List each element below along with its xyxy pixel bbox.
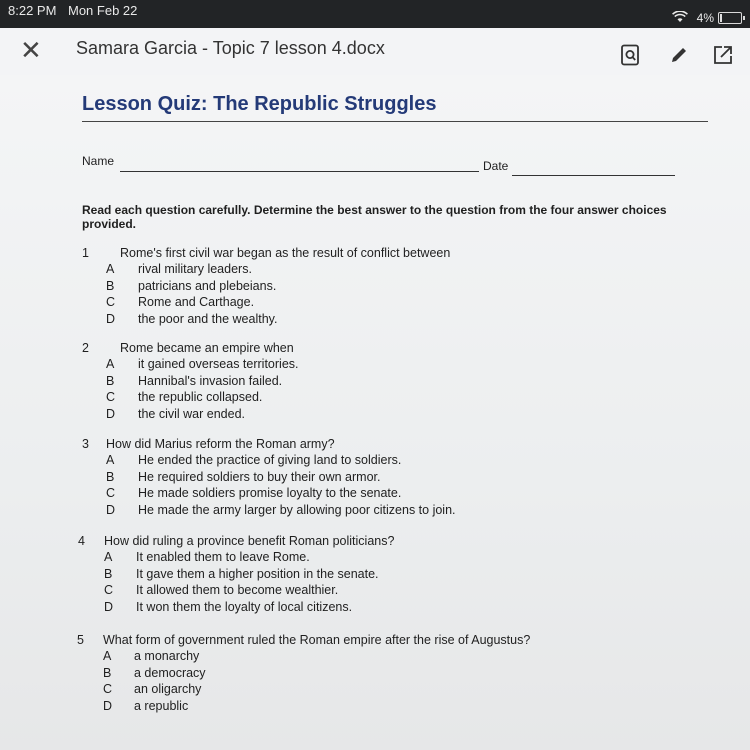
- status-time: 8:22 PM: [8, 3, 57, 18]
- wifi-icon: [672, 11, 688, 26]
- option-text: a democracy: [134, 665, 206, 680]
- answer-option: [106, 485, 401, 501]
- option-letter: D: [103, 698, 113, 713]
- question-number: 1: [82, 246, 89, 260]
- search-document-icon[interactable]: [620, 44, 642, 66]
- question-number: 4: [78, 534, 85, 548]
- question-text: How did Marius reform the Roman army?: [106, 437, 335, 451]
- question-text: How did ruling a province benefit Roman politicians?: [104, 534, 395, 548]
- option-letter: C: [106, 295, 116, 309]
- document-page: [0, 75, 750, 750]
- answer-option: [104, 549, 310, 565]
- answer-option: [106, 406, 245, 422]
- option-letter: B: [106, 373, 115, 388]
- option-text: Rome and Carthage.: [138, 295, 255, 309]
- date-label: Date: [483, 159, 509, 173]
- battery-percent: 4%: [696, 11, 714, 25]
- option-text: He ended the practice of giving land to soldiers.: [138, 453, 402, 467]
- option-letter: A: [103, 649, 112, 663]
- question-number: 2: [82, 341, 89, 355]
- option-letter: D: [106, 502, 116, 517]
- answer-option: [103, 665, 206, 681]
- option-letter: C: [104, 583, 114, 597]
- answer-option: [106, 261, 252, 277]
- document-title-bar: Samara Garcia - Topic 7 lesson 4.docx: [76, 38, 385, 58]
- option-letter: B: [104, 566, 113, 581]
- option-letter: A: [106, 453, 115, 467]
- answer-option: [103, 698, 188, 714]
- answer-option: [103, 681, 201, 697]
- answer-option: [106, 294, 254, 310]
- option-letter: A: [106, 262, 115, 276]
- option-text: a republic: [134, 698, 189, 713]
- option-letter: A: [106, 357, 115, 371]
- option-text: He made the army larger by allowing poor citizens to join.: [138, 502, 456, 517]
- option-text: it gained overseas territories.: [138, 357, 299, 371]
- answer-option: [106, 356, 299, 372]
- title-underline: [82, 121, 708, 122]
- instructions: Read each question carefully. Determine the best answer to the question from the four answer choices provided.: [82, 203, 667, 231]
- option-letter: B: [103, 665, 112, 680]
- page-title: Lesson Quiz: The Republic Struggles: [82, 93, 437, 115]
- close-button[interactable]: ✕: [20, 35, 42, 65]
- name-label: Name: [82, 154, 115, 168]
- option-text: the republic collapsed.: [138, 390, 263, 404]
- option-text: the civil war ended.: [138, 406, 246, 421]
- answer-option: [106, 452, 401, 468]
- option-letter: B: [106, 278, 115, 293]
- battery-icon: [718, 12, 742, 24]
- option-text: It gave them a higher position in the senate.: [136, 566, 379, 581]
- answer-option: [106, 389, 262, 405]
- status-date: Mon Feb 22: [68, 3, 138, 18]
- option-letter: B: [106, 469, 115, 484]
- option-letter: C: [106, 486, 116, 500]
- answer-option: [106, 373, 282, 389]
- option-text: Hannibal's invasion failed.: [138, 373, 283, 388]
- option-letter: D: [104, 599, 114, 614]
- option-text: He required soldiers to buy their own armor.: [138, 469, 381, 484]
- question-number: 5: [77, 633, 84, 647]
- question-text: Rome's first civil war began as the result of conflict between: [120, 246, 451, 260]
- answer-option: [106, 469, 380, 485]
- option-text: a monarchy: [134, 649, 200, 663]
- answer-option: [106, 311, 277, 327]
- option-text: He made soldiers promise loyalty to the senate.: [138, 486, 402, 500]
- option-letter: A: [104, 550, 113, 564]
- answer-option: [104, 599, 352, 615]
- option-text: It won them the loyalty of local citizens.: [136, 599, 353, 614]
- option-text: an oligarchy: [134, 682, 202, 696]
- option-text: the poor and the wealthy.: [138, 311, 278, 326]
- option-letter: D: [106, 311, 116, 326]
- status-bar: [0, 0, 750, 28]
- question-text: Rome became an empire when: [120, 341, 294, 355]
- option-letter: C: [103, 682, 113, 696]
- answer-option: [103, 648, 199, 664]
- answer-option: [104, 582, 338, 598]
- answer-option: [106, 278, 276, 294]
- answer-option: [104, 566, 379, 582]
- option-letter: D: [106, 406, 116, 421]
- answer-option: [106, 502, 456, 518]
- option-text: It allowed them to become wealthier.: [136, 583, 339, 597]
- question-text: What form of government ruled the Roman empire after the rise of Augustus?: [103, 633, 531, 647]
- date-blank-line: [512, 175, 675, 176]
- option-text: patricians and plebeians.: [138, 278, 277, 293]
- option-letter: C: [106, 390, 116, 404]
- name-blank-line: [120, 171, 479, 172]
- document-toolbar: [0, 28, 750, 75]
- option-text: rival military leaders.: [138, 262, 252, 276]
- option-text: It enabled them to leave Rome.: [136, 550, 310, 564]
- open-external-icon[interactable]: [712, 44, 734, 66]
- edit-pencil-icon[interactable]: [668, 44, 690, 66]
- question-number: 3: [82, 437, 89, 451]
